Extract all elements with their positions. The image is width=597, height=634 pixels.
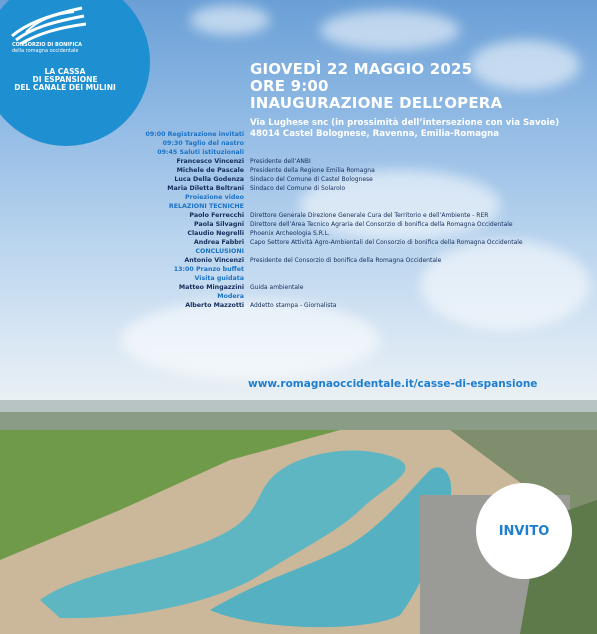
speaker-name: Michele de Pascale <box>176 167 244 174</box>
speaker-name: Andrea Fabbri <box>193 239 244 246</box>
address-line-2: 48014 Castel Bolognese, Ravenna, Emilia-Romagna <box>250 129 500 139</box>
section-title: 09:45 Saluti istituzionali <box>157 149 244 156</box>
speaker-name: Maria Diletta Beltrani <box>167 185 244 192</box>
program-speaker <box>8 211 244 220</box>
section-title: 09:30 Taglio del nastro <box>162 140 244 147</box>
invito-badge <box>476 483 572 579</box>
speaker-role: Addetto stampa - Giornalista <box>250 302 337 309</box>
section-title: Visita guidata <box>194 275 244 282</box>
speaker-role: Presidente della Regione Emilia Romagna <box>250 167 375 174</box>
speaker-role: Guida ambientale <box>250 284 304 291</box>
cloud <box>320 10 460 50</box>
program-speaker <box>8 184 244 193</box>
address-line-1: Via Lughese snc (in prossimità dell’intersezione con via Savoie) <box>250 118 560 128</box>
speaker-role: Presidente dell’ANBI <box>250 158 311 165</box>
cloud <box>420 240 590 330</box>
program-section <box>8 193 244 202</box>
project-title <box>10 68 120 92</box>
section-title: Proiezione video <box>185 194 244 201</box>
project-title-line-2: DI ESPANSIONE <box>32 75 98 84</box>
consortium-name <box>12 42 122 54</box>
speaker-name: Claudio Negrelli <box>187 230 244 237</box>
program-section <box>8 292 244 301</box>
program-speaker <box>8 157 244 166</box>
org-line-2: della romagna occidentale <box>12 48 79 54</box>
program-section <box>8 202 244 211</box>
project-title-line-3: DEL CANALE DEI MULINI <box>14 83 116 92</box>
speaker-name: Alberto Mazzotti <box>185 302 244 309</box>
program-speaker <box>8 256 244 265</box>
event-headline <box>250 61 502 112</box>
waves-logo-icon <box>0 0 86 44</box>
speaker-role: Presidente del Consorzio di bonifica della Romagna Occidentale <box>250 257 442 264</box>
speaker-role: Sindaco del Comune di Castel Bolognese <box>250 176 373 183</box>
speaker-role: Capo Settore Attività Agro-Ambientali del Consorzio di bonifica della Romagna Occidentale <box>250 239 523 246</box>
event-title: INAUGURAZIONE DELL’OPERA <box>250 94 503 112</box>
program-speaker <box>8 238 244 247</box>
program-section <box>8 148 244 157</box>
speaker-name: Paola Silvagni <box>194 221 244 228</box>
speaker-name: Matteo Mingazzini <box>178 284 244 291</box>
speaker-role: Sindaco del Comune di Solarolo <box>250 185 346 192</box>
program-speaker <box>8 220 244 229</box>
program-section <box>8 274 244 283</box>
speaker-role: Phoenix Archeologia S.R.L. <box>250 230 330 237</box>
section-title: Modera <box>217 293 244 300</box>
speaker-name: Luca Della Godenza <box>174 176 244 183</box>
event-time: ORE 9:00 <box>250 77 329 95</box>
cloud <box>120 300 380 380</box>
program-section <box>8 139 244 148</box>
invito-label: INVITO <box>498 523 550 539</box>
program-speaker <box>8 229 244 238</box>
section-title: RELAZIONI TECNICHE <box>168 203 244 210</box>
consortium-logo <box>0 0 150 146</box>
event-date: GIOVEDÌ 22 MAGGIO 2025 <box>250 60 473 78</box>
program-speaker <box>8 301 244 310</box>
speaker-name: Francesco Vincenzi <box>176 158 244 165</box>
section-title: 13:00 Pranzo buffet <box>173 266 244 273</box>
program-list <box>8 130 244 310</box>
program-section <box>8 265 244 274</box>
speaker-name: Antonio Vincenzi <box>184 257 244 264</box>
speaker-name: Paolo Ferrecchi <box>189 212 244 219</box>
project-title-line-1: LA CASSA <box>44 67 86 76</box>
cloud <box>190 5 270 35</box>
org-line-1: CONSORZIO DI BONIFICA <box>12 42 82 48</box>
section-title: CONCLUSIONI <box>195 248 244 255</box>
event-address <box>250 118 559 140</box>
speaker-role: Direttore dell’Area Tecnico Agraria del Consorzio di bonifica della Romagna Occidentale <box>250 221 513 228</box>
website-link[interactable]: www.romagnaoccidentale.it/casse-di-espansione <box>248 378 538 390</box>
program-section <box>8 130 244 139</box>
section-title: 09:00 Registrazione invitati <box>145 131 244 138</box>
program-section <box>8 247 244 256</box>
program-speaker <box>8 166 244 175</box>
speaker-role: Direttore Generale Direzione Generale Cura del Territorio e dell’Ambiente - RER <box>250 212 489 219</box>
program-speaker <box>8 283 244 292</box>
program-speaker <box>8 175 244 184</box>
